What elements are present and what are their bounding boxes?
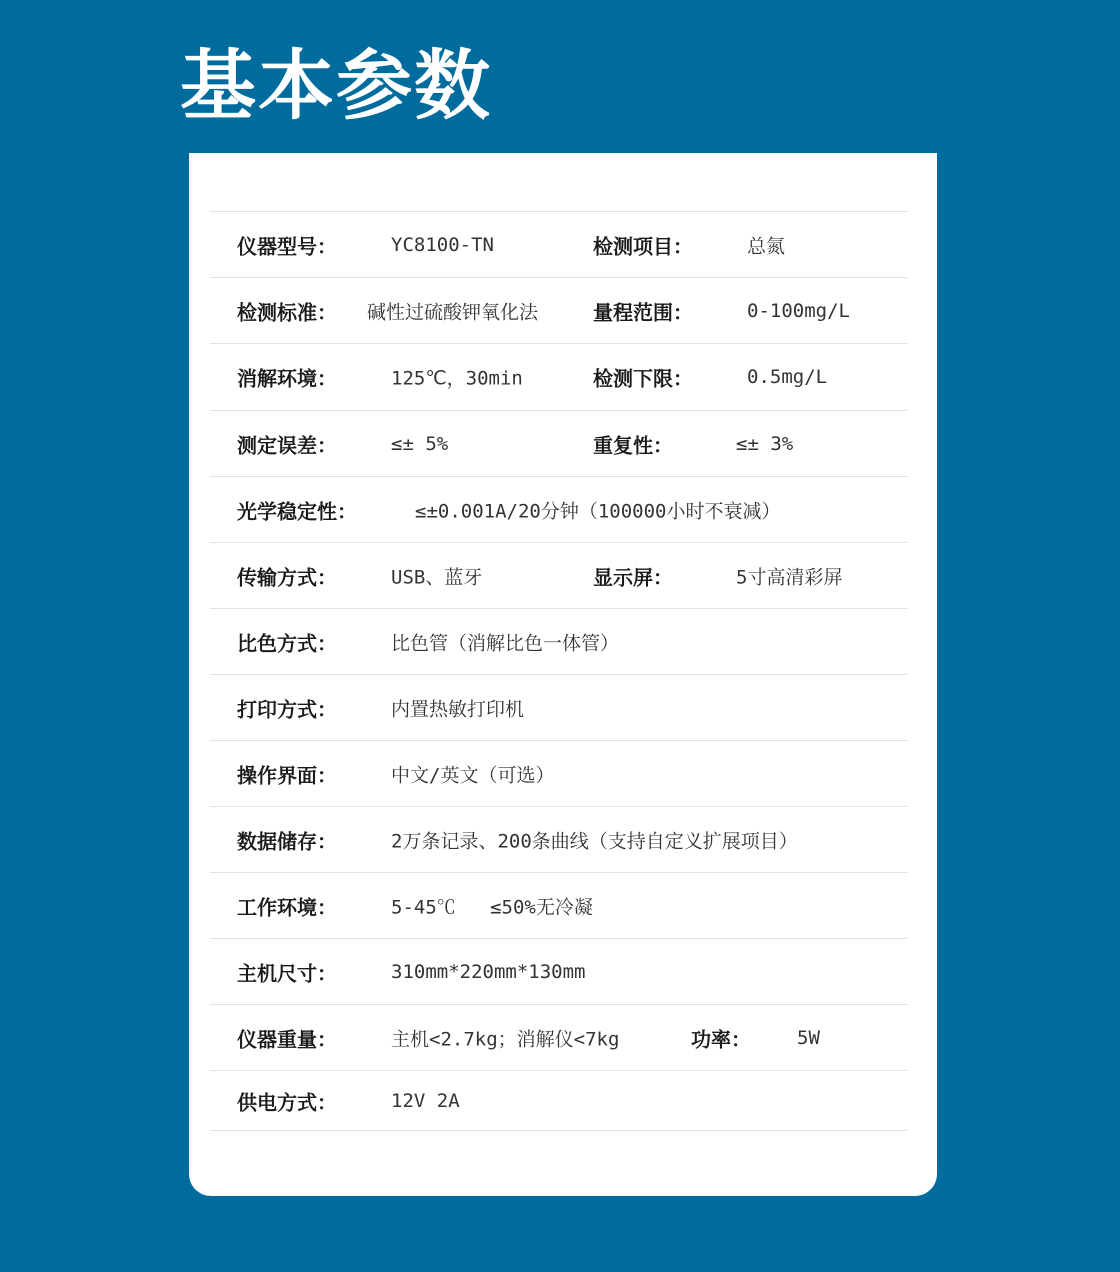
spec-label: 功率： [691,1027,751,1051]
spec-row-model [210,212,908,278]
spec-label: 消解环境： [237,366,337,391]
spec-value: 0.5mg/L [747,366,828,388]
spec-label: 工作环境： [237,895,337,919]
spec-label: 检测项目： [593,234,693,258]
spec-value: YC8100-TN [391,233,494,256]
spec-row-print [210,675,908,741]
spec-value: 5-45℃ ≤50%无冷凝 [391,896,593,918]
spec-label: 主机尺寸： [237,961,337,985]
spec-label: 显示屏： [593,565,673,589]
spec-row-standard [210,278,908,344]
spec-card [189,153,937,1196]
spec-value: USB、蓝牙 [391,566,483,588]
spec-label: 量程范围： [593,300,693,324]
spec-label: 测定误差： [237,433,337,457]
spec-row-environment [210,873,908,939]
page-title: 基本参数 [180,41,492,130]
spec-label: 仪器重量： [237,1027,337,1051]
spec-value: 比色管（消解比色一体管） [391,632,620,654]
spec-row-error [210,411,908,477]
spec-label: 数据储存： [237,829,337,853]
spec-value: 主机<2.7kg；消解仪<7kg [391,1028,620,1050]
spec-value: ≤± 3% [736,432,794,455]
spec-label: 传输方式： [237,565,337,589]
spec-value: 12V 2A [391,1089,460,1112]
spec-row-color [210,609,908,675]
spec-table [210,211,908,1131]
spec-value: 中文/英文（可选） [391,764,555,786]
spec-value: ≤± 5% [391,432,449,455]
spec-label: 重复性： [593,433,673,457]
spec-value: 5W [797,1026,820,1049]
spec-value: 内置热敏打印机 [391,698,525,720]
spec-value: 碱性过硫酸钾氧化法 [367,301,539,323]
spec-row-size [210,939,908,1005]
spec-row-digestion [210,344,908,411]
spec-row-optical [210,477,908,543]
spec-value: 310mm*220mm*130mm [391,960,586,983]
spec-row-power [210,1071,908,1131]
spec-label: 打印方式： [237,697,337,721]
spec-row-weight [210,1005,908,1071]
spec-label: 检测标准： [237,300,337,324]
spec-label: 检测下限： [593,366,693,391]
spec-row-transfer [210,543,908,609]
spec-label: 供电方式： [237,1090,337,1114]
spec-value: 0-100mg/L [747,299,850,322]
spec-value: ≤±0.001A/20分钟（100000小时不衰减） [415,500,781,522]
spec-label: 仪器型号： [237,234,337,258]
spec-label: 操作界面： [237,763,337,787]
spec-value: 2万条记录、200条曲线（支持自定义扩展项目） [391,830,798,852]
spec-row-storage [210,807,908,873]
spec-label: 比色方式： [237,631,337,655]
spec-label: 光学稳定性： [237,499,357,523]
spec-value: 总氮 [747,235,786,257]
spec-value: 5寸高清彩屏 [736,566,843,588]
spec-value: 125℃，30min [391,367,523,390]
spec-row-interface [210,741,908,807]
